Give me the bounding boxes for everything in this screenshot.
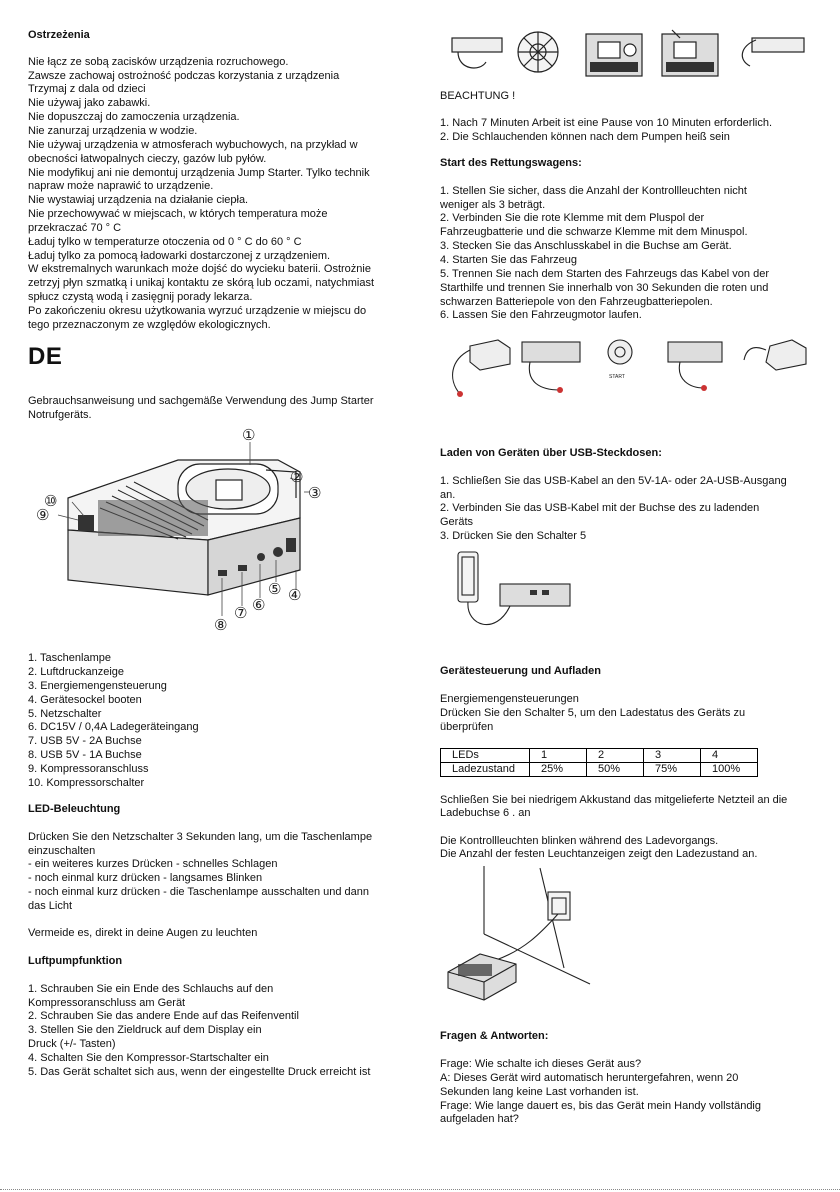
start-line: weniger als 3 beträgt. [440,199,546,211]
control-line: überprüfen [440,721,494,733]
callout-3: ③ [308,484,322,502]
led-line: Drücken Sie den Netzschalter 3 Sekunden lang, um die Taschenlampe [28,831,373,843]
wall-charging-illustration [440,864,610,1004]
led-line: einzuschalten [28,845,96,857]
table-cell: 25% [530,763,587,777]
charge-level-table [440,748,758,777]
callout-6: ⑥ [252,596,266,614]
part-item: 3. Energiemengensteuerung [28,680,167,692]
warning-line: Nie łącz ze sobą zacisków urządzenia rozruchowego. [28,56,289,68]
start-line: 4. Starten Sie das Fahrzeug [440,254,577,266]
language-title: DE [28,343,63,370]
start-line: Fahrzeugbatterie und die schwarze Klemme mit dem Minuspol. [440,226,748,238]
start-heading: Start des Rettungswagens: [440,157,582,169]
usb-line: Geräts [440,516,474,528]
part-item: 1. Taschenlampe [28,652,111,664]
part-item: 6. DC15V / 0,4A Ladegeräteingang [28,721,199,733]
table-cell: 4 [701,749,758,763]
achtung-label: BEACHTUNG ! [440,90,516,102]
start-line: 3. Stecken Sie das Anschlusskabel in die Buchse am Gerät. [440,240,732,252]
warning-line: Nie zanurzaj urządzenia w wodzie. [28,125,198,137]
start-line: 6. Lassen Sie den Fahrzeugmotor laufen. [440,309,642,321]
start-line: 5. Trennen Sie nach dem Starten des Fahrzeugs das Kabel von der [440,268,769,280]
warning-line: Zawsze zachowaj ostrożność podczas korzystania z urządzenia [28,70,340,82]
warning-line: Ładuj tylko w temperaturze otoczenia od 0 ° C do 60 ° C [28,236,302,248]
led-heading: LED-Beleuchtung [28,803,121,815]
warning-line: Trzymaj z dala od dzieci [28,83,146,95]
warning-line: tego przeznaczonym ze względów ekologicznych. [28,319,271,331]
faq-line: A: Dieses Gerät wird automatisch heruntergefahren, wenn 20 [440,1072,739,1084]
usb-line: 1. Schließen Sie das USB-Kabel an den 5V-1A- oder 2A-USB-Ausgang [440,475,787,487]
table-row [441,749,758,763]
warnings-heading: Ostrzeżenia [28,29,90,41]
callout-1: ① [242,426,256,444]
table-cell: 1 [530,749,587,763]
pump-line: 3. Stellen Sie den Zieldruck auf dem Display ein [28,1024,262,1036]
intro-line: Gebrauchsanweisung und sachgemäße Verwendung des Jump Starter [28,395,374,407]
warning-line: W ekstremalnych warunkach może dojść do wycieku baterii. Ostrożnie [28,263,371,275]
warning-line: Nie wystawiaj urządzenia na działanie ciepła. [28,194,249,206]
pump-line: Kompressoranschluss am Gerät [28,997,186,1009]
pump-line: 2. Schrauben Sie das andere Ende auf das Reifenventil [28,1010,299,1022]
table-cell: LEDs [441,749,530,763]
part-item: 9. Kompressoranschluss [28,763,149,775]
pump-line: 1. Schrauben Sie ein Ende des Schlauchs auf den [28,983,274,995]
part-item: 10. Kompressorschalter [28,777,145,789]
part-item: 5. Netzschalter [28,708,102,720]
table-cell: Ladezustand [441,763,530,777]
warning-line: Nie przechowywać w miejscach, w których temperatura może [28,208,328,220]
faq-line: aufgeladen hat? [440,1113,519,1125]
led-warning: Vermeide es, direkt in deine Augen zu leuchten [28,927,258,939]
callout-8: ⑧ [214,616,228,634]
table-cell: 100% [701,763,758,777]
callout-7: ⑦ [234,604,248,622]
led-line: - ein weiteres kurzes Drücken - schnelles Schlagen [28,858,278,870]
achtung-line: 2. Die Schlauchenden können nach dem Pumpen heiß sein [440,131,730,143]
part-item: 7. USB 5V - 2A Buchse [28,735,142,747]
usb-heading: Laden von Geräten über USB-Steckdosen: [440,447,662,459]
led-line: das Licht [28,900,73,912]
table-cell: 3 [644,749,701,763]
pump-line: Druck (+/- Tasten) [28,1038,116,1050]
faq-line: Sekunden lang keine Last vorhanden ist. [440,1086,639,1098]
callout-2: ② [290,468,304,486]
warning-line: Nie modyfikuj ani nie demontuj urządzenia Jump Starter. Tylko technik [28,167,370,179]
table-cell: 50% [587,763,644,777]
table-cell: 2 [587,749,644,763]
achtung-line: 1. Nach 7 Minuten Arbeit ist eine Pause von 10 Minuten erforderlich. [440,117,773,129]
device-diagram [28,420,408,640]
warning-line: przekraczać 70 ° C [28,222,122,234]
warning-line: Nie używaj urządzenia w atmosferach wybuchowych, na przykład w [28,139,358,151]
part-item: 2. Luftdruckanzeige [28,666,125,678]
callout-4: ④ [288,586,302,604]
pump-line: 4. Schalten Sie den Kompressor-Startschalter ein [28,1052,269,1064]
control-line: Energiemengensteuerungen [440,693,579,705]
warning-line: Nie dopuszczaj do zamoczenia urządzenia. [28,111,240,123]
charge-line: Ladebuchse 6 . an [440,807,531,819]
start-line: Starthilfe und trennen Sie innerhalb von 30 Sekunden die roten und [440,282,769,294]
faq-heading: Fragen & Antworten: [440,1030,549,1042]
part-item: 4. Gerätesockel booten [28,694,142,706]
intro-line: Notrufgeräts. [28,409,92,421]
pump-line: 5. Das Gerät schaltet sich aus, wenn der eingestellte Druck erreicht ist [28,1066,371,1078]
jump-start-illustration [440,330,822,402]
led-line: - noch einmal kurz drücken - langsames Blinken [28,872,263,884]
faq-line: Frage: Wie lange dauert es, bis das Gerät mein Handy vollständig [440,1100,761,1112]
charge-line: Schließen Sie bei niedrigem Akkustand das mitgelieferte Netzteil an die [440,794,788,806]
table-cell: 75% [644,763,701,777]
warning-line: obecności łatwopalnych cieczy, gazów lub pyłów. [28,153,267,165]
control-heading: Gerätesteuerung und Aufladen [440,665,601,677]
usb-charging-illustration [440,546,620,642]
usb-line: 2. Verbinden Sie das USB-Kabel mit der Buchse des zu ladenden [440,502,760,514]
usb-line: 3. Drücken Sie den Schalter 5 [440,530,587,542]
warning-line: Nie używaj jako zabawki. [28,97,151,109]
start-button-label: START [609,374,625,380]
warning-line: Po zakończeniu okresu użytkowania wyrzuć urządzenie w miejscu do [28,305,367,317]
part-item: 8. USB 5V - 1A Buchse [28,749,142,761]
charge-line: Die Anzahl der festen Leuchtanzeigen zeigt den Ladezustand an. [440,848,758,860]
warning-line: Ładuj tylko za pomocą ładowarki dostarczonej z urządzeniem. [28,250,331,262]
pump-steps-illustration [440,26,822,82]
led-line: - noch einmal kurz drücken - die Taschenlampe ausschalten und dann [28,886,369,898]
page-bottom-rule [0,1189,840,1190]
start-line: schwarzen Batteriepole von den Fahrzeugbatteriepolen. [440,296,713,308]
callout-9: ⑨ [36,506,50,524]
usb-line: an. [440,489,456,501]
pump-heading: Luftpumpfunktion [28,955,123,967]
callout-10: ⑩ [44,492,58,510]
faq-line: Frage: Wie schalte ich dieses Gerät aus? [440,1058,642,1070]
table-row [441,763,758,777]
warning-line: zetrzyj płyn szmatką i unikaj kontaktu ze skórą lub oczami, natychmiast [28,277,375,289]
start-line: 2. Verbinden Sie die rote Klemme mit dem Pluspol der [440,212,705,224]
start-line: 1. Stellen Sie sicher, dass die Anzahl der Kontrollleuchten nicht [440,185,747,197]
callout-5: ⑤ [268,580,282,598]
control-line: Drücken Sie den Schalter 5, um den Ladestatus des Geräts zu [440,707,746,719]
charge-line: Die Kontrollleuchten blinken während des Ladevorgangs. [440,835,719,847]
warning-line: spłucz czystą wodą i zasięgnij porady lekarza. [28,291,253,303]
warning-line: napraw może naprawić to urządzenie. [28,180,214,192]
